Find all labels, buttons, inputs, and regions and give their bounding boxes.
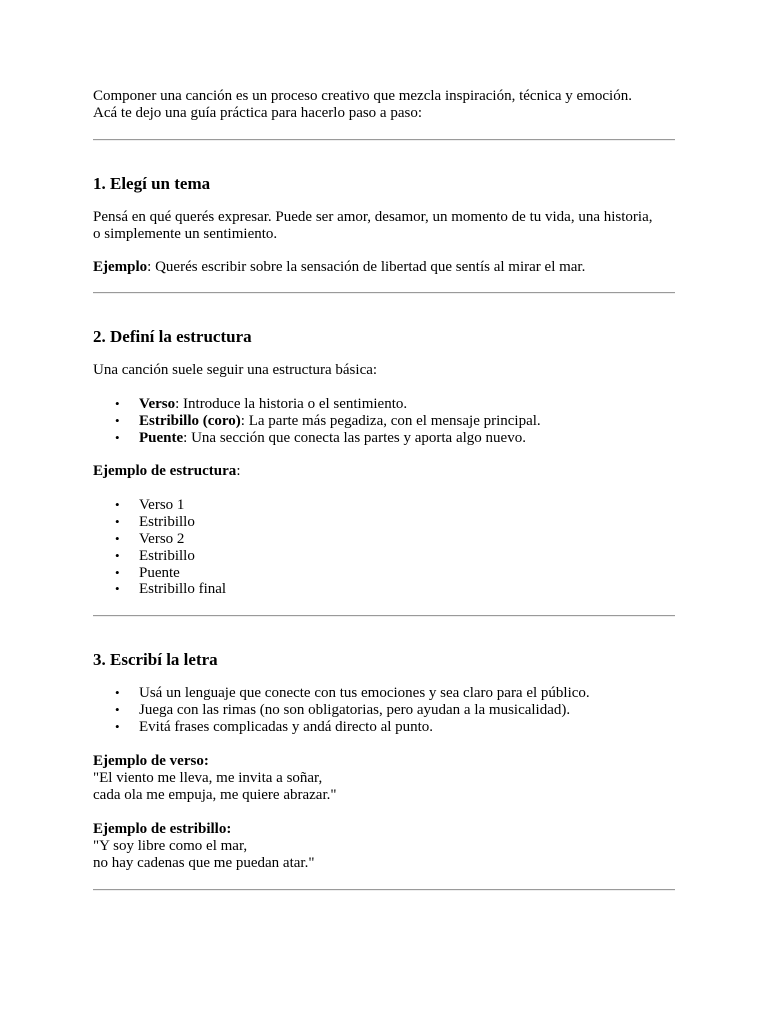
chorus-line-2: no hay cadenas que me puedan atar." [93, 854, 315, 871]
part-term: Verso [139, 396, 176, 412]
intro-paragraph [93, 88, 675, 122]
list-item [139, 413, 675, 430]
section-3-heading: 3. Escribí la letra [93, 650, 218, 670]
list-item: • Juega con las rimas (no son obligatorias, pero ayudan a la musicalidad). [139, 702, 675, 719]
part-term: Puente [139, 429, 184, 446]
part-desc: : La parte más pegadiza, con el mensaje principal. [240, 412, 541, 429]
section-1-heading: 1. Elegí un tema [93, 174, 211, 193]
structure-parts-list [93, 396, 675, 446]
section-1-body-line-1: Pensá en qué querés expresar. Puede ser amor, desamor, un momento de tu vida, una historia, [93, 209, 653, 225]
list-item [139, 430, 675, 447]
list-item: • Estribillo [139, 548, 675, 565]
section-1-body [93, 209, 675, 243]
verse-line-2: cada ola me empuja, me quiere abrazar." [93, 786, 337, 803]
verse-example-label: Ejemplo de verso: [93, 752, 209, 769]
list-item: • Usá un lenguaje que conecte con tus emociones y sea claro para el público. [139, 685, 675, 702]
section-2-example [93, 463, 675, 480]
part-desc: : Introduce la historia o el sentimiento. [175, 396, 408, 412]
structure-example-list [93, 497, 675, 598]
section-2-heading: 2. Definí la estructura [93, 327, 252, 346]
part-desc: : Una sección que conecta las partes y aporta algo nuevo. [183, 429, 526, 446]
list-item: • Estribillo final [139, 581, 675, 598]
section-1-example-label: Ejemplo [93, 259, 148, 275]
list-item: • Puente [139, 565, 675, 582]
writing-tips-list [93, 685, 675, 735]
verse-example [93, 753, 675, 804]
section-1-example [93, 259, 675, 276]
section-1-body-line-2: o simplemente un sentimiento. [93, 226, 278, 242]
chorus-example [93, 821, 675, 872]
section-2-example-suffix: : [236, 463, 241, 480]
intro-line-2: Acá te dejo una guía práctica para hacerlo paso a paso: [93, 105, 423, 121]
chorus-example-label: Ejemplo de estribillo: [93, 820, 232, 837]
section-2-intro: Una canción suele seguir una estructura básica: [93, 362, 378, 378]
list-item: • Evitá frases complicadas y andá directo al punto. [139, 719, 675, 736]
list-item: • Verso 2 [139, 531, 675, 548]
document-page [93, 88, 675, 891]
part-term: Estribillo (coro) [139, 412, 241, 429]
section-1-example-text: : Querés escribir sobre la sensación de libertad que sentís al mirar el mar. [147, 259, 586, 275]
section-2-example-label: Ejemplo de estructura [93, 463, 237, 480]
list-item: • Estribillo [139, 514, 675, 531]
list-item [139, 396, 675, 413]
intro-line-1: Componer una canción es un proceso creativo que mezcla inspiración, técnica y emoción. [93, 88, 632, 104]
chorus-line-1: "Y soy libre como el mar, [93, 837, 248, 854]
separator-4 [93, 889, 675, 891]
list-item: • Verso 1 [139, 497, 675, 514]
verse-line-1: "El viento me lleva, me invita a soñar, [93, 769, 323, 786]
